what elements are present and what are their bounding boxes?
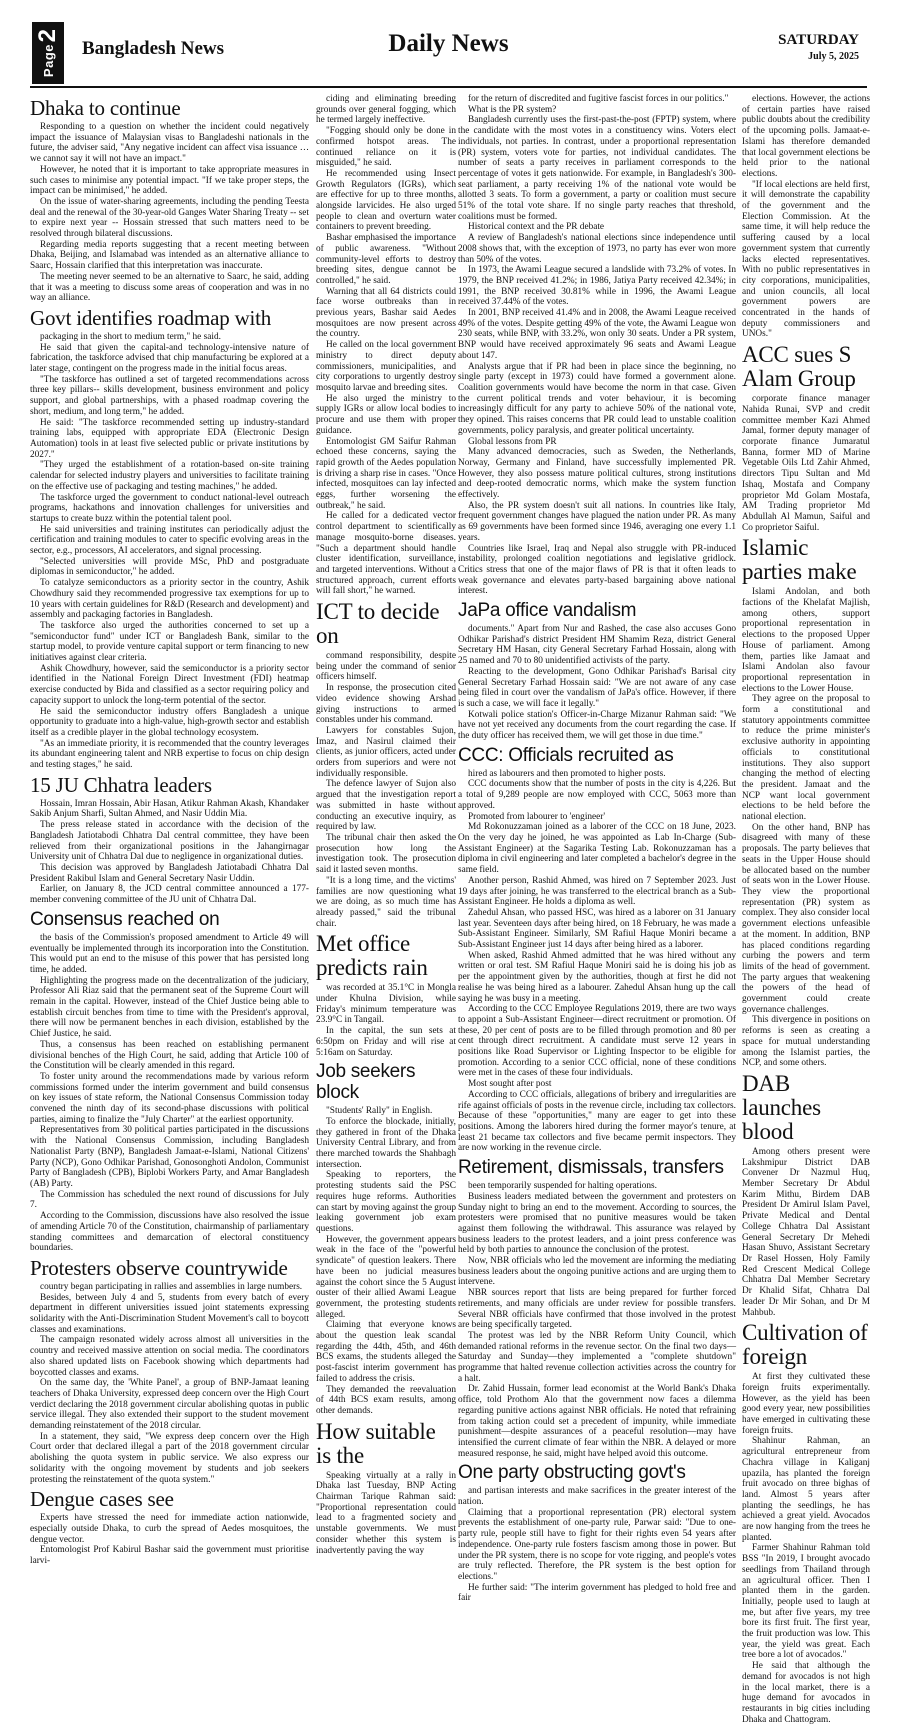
- article-paragraph: "They urged the establishment of a rotation-based on-site training calendar for selected industry players and universities to facilitate training on the effective use of packaging and testing machines," he added.: [30, 460, 309, 492]
- article-paragraph: On the issue of water-sharing agreements, including the pending Teesta deal and the renewal of the 30-year-old Ganges Water Sharing Treaty -- set to expire next year -- Hossain stressed that such matters need to be resolved through bilateral discussions.: [30, 196, 309, 240]
- article-paragraph: Hossain, Imran Hossain, Abir Hasan, Atikur Rahman Akash, Khandaker Sakib Anjum Sharfi, Sultan Ahmed, and Nasir Uddin Mia.: [30, 798, 309, 820]
- headline: Govt identifies roadmap with: [30, 305, 272, 330]
- article-paragraph: The campaign resonated widely across almost all universities in the country and received massive attention on social media. The coordinators also shared updated lists on Facebook showing which departments had boycotted classes and exams.: [30, 1335, 309, 1378]
- article-paragraph: The meeting never seemed to be an alternative to Saarc, he said, adding that it was a meeting to discuss some areas of cooperation and was in no way an alliance.: [30, 271, 309, 304]
- article-paragraph: He called on the local government ministry to direct deputy commissioners, municipalities, and city corporations to urgently destroy mosquito larvae and breeding sites.: [316, 340, 456, 393]
- headline: Consensus reached on: [30, 908, 220, 930]
- article-paragraph: Also, the PR system doesn't suit all nations. In countries like Italy, frequent government changes have plagued the nation under PR. As many as 69 governments have been formed since 1946, averaging one every 1.1 years.: [458, 500, 736, 543]
- column-4: [742, 94, 870, 1725]
- article-paragraph: Business leaders mediated between the government and protesters on Sunday night to bring an end to the movement. According to sources, the protesters were promised that no punitive measures would be taken against them following the withdrawal. This assurance was relayed by business leaders to the protest leaders, and a joint press conference was held by both parties to announce the conclusion of the protest.: [458, 1191, 736, 1256]
- article-paragraph: for the return of discredited and fugitive fascist forces in our politics.": [468, 94, 729, 104]
- column-2: [316, 94, 456, 1556]
- article-paragraph: Now, NBR officials who led the movement are informing the mediating business leaders about the ongoing punitive actions and are urging them to intervene.: [458, 1256, 736, 1288]
- article-paragraph: Speaking to reporters, the protesting students said the PSC requires huge reforms. Authorities can start by moving against the group leaking government job exam questions.: [316, 1170, 456, 1234]
- article-paragraph: country began participating in rallies and assemblies in large numbers.: [40, 1281, 303, 1292]
- article-paragraph: To foster unity around the recommendations made by various reform commissions formed under the interim government and build consensus on key issues of state reform, the National Consensus Commission today convened the ninth day of its second-phase discussions with political parties, aiming to finalize the "July Charter" at the earliest opportunity.: [30, 1071, 309, 1125]
- article-paragraph: Many advanced democracies, such as Sweden, the Netherlands, Norway, Germany and Finland, have successfully implemented PR. However, they also possess mature political cultures, strong institutions and deep-rooted democratic norms, which make the system function effectively.: [458, 447, 736, 501]
- article-paragraph: The Commission has scheduled the next round of discussions for July 7.: [30, 1189, 309, 1211]
- article-paragraph: Kotwali police station's Officer-in-Charge Mizanur Rahman said: "We have not yet received any documents from the court regarding the case. If the duty officer has received them, we will get those in due time.": [458, 709, 736, 742]
- article-paragraph: and partisan interests and make sacrifices in the greater interest of the nation.: [458, 1486, 736, 1508]
- headline: ICT to decide on: [316, 599, 440, 649]
- article-paragraph: This decision was approved by Bangladesh Jatiotabadi Chhatra Dal President Rakibul Islam and General Secretary Nasir Uddin.: [30, 863, 309, 884]
- article-paragraph: He further said: "The interim government has pledged to hold free and fair: [458, 1582, 736, 1604]
- article-paragraph: NBR sources report that lists are being prepared for further forced retirements, and many officials are under review for possible transfers. Several NBR officials have confirmed that those involved in the protest are being specifically targeted.: [458, 1288, 736, 1331]
- article-paragraph: Ashik Chowdhury, however, said the semiconductor is a priority sector identified in the National Foreign Direct Investment (FDI) heatmap exercise conducted by Bida and classified as a sector requiring policy and capacity support to unlock the long-term potential of the sector.: [30, 663, 309, 706]
- article-paragraph: The taskforce also urged the authorities concerned to set up a "semiconductor fund" under ICT or Bangladesh Bank, similar to the startup model, to provide venture capital support or term financing to new initiatives against clear criteria.: [30, 620, 309, 664]
- headline: Islamic parties make: [742, 535, 857, 585]
- article-paragraph: Most sought after post: [468, 1079, 552, 1090]
- headline: Job seekers block: [316, 1061, 416, 1104]
- article-paragraph: He said that given the capital-and technology-intensive nature of fabrication, the taskforce advised that chip manufacturing be explored at a later stage, contingent on the progress made in the initial focus areas.: [30, 342, 309, 375]
- article-paragraph: elections. However, the actions of certain parties have raised public doubts about the credibility of the upcoming polls. Jamaat-e-Islami has therefore demanded that local government elections be held prior to the national elections.: [742, 94, 870, 179]
- article-paragraph: ciding and eliminating breeding grounds over general fogging, which he termed largely ineffective.: [316, 94, 456, 126]
- article-paragraph: He said universities and training institutes can periodically adjust the certification and training modules to cater to specific evolving areas in the sector, e.g., processors, AI accelerators, and signal processing.: [30, 524, 309, 557]
- brand-name: Bangladesh News: [82, 38, 224, 59]
- article-paragraph: At first they cultivated these foreign fruits experimentally. However, as the yield has been good every year, new possibilities have emerged in cultivating these foreign fruits.: [742, 1372, 870, 1436]
- article-paragraph: The defence lawyer of Sujon also argued that the investigation report was submitted in haste without conducting an executive inquiry, as required by law.: [316, 779, 456, 833]
- article-paragraph: A review of Bangladesh's national elections since independence until 2008 shows that, with the exception of 1973, no party has ever won more than 50% of the votes.: [458, 233, 736, 265]
- article-paragraph: Representatives from 30 political parties participated in the discussions with the National Consensus Commission, including Bangladesh Nationalist Party (BNP), Bangladesh Jamaat-e-Islami, National Citizens' Party (NCP), Gono Odhikar Parishad, Gonosonghoti Andolon, Communist Party of Bangladesh (CPB), Biplobi Workers Party, and Amar Bangladesh (AB) Party.: [30, 1125, 309, 1189]
- article-paragraph: When asked, Rashid Ahmed admitted that he was hired without any written or oral test. SM Rafiul Haque Moniri said he is doing his job as per the appointment given by the authorities, though at first he did not realise he was being hired as a labourer. Zahedul Ahsan hung up the call saying he was busy in a meeting.: [458, 950, 736, 1004]
- dateline: [778, 32, 859, 62]
- article-paragraph: The tribunal chair then asked the prosecution how long the investigation took. The prosecution said it lasted seven months.: [316, 833, 456, 876]
- article-paragraph: To catalyze semiconductors as a priority sector in the country, Ashik Chowdhury said they recommended progressive tax exemptions for up to 10 years with certain guidelines for R&D (Research and development) and assembly and packaging factories in Bangladesh.: [30, 578, 309, 621]
- article-paragraph: He said that although the demand for avocados is not high in the local market, there is a huge demand for avocados in restaurants in big cities including Dhaka and Chattogram.: [742, 1661, 870, 1725]
- article-paragraph: Historical context and the PR debate: [468, 222, 605, 233]
- article-paragraph: They demanded the reevaluation of 44th BCS exam results, among other demands.: [316, 1384, 456, 1416]
- article-paragraph: In response, the prosecution cited video evidence showing Arshad giving instructions to armed constables under his command.: [316, 683, 456, 726]
- section-title: Daily News: [388, 30, 509, 57]
- article-paragraph: Warning that all 64 districts could face worse outbreaks than in previous years, Bashar said Aedes mosquitoes are now present across the country.: [316, 286, 456, 340]
- masthead: [0, 0, 897, 92]
- article-paragraph: He called for a dedicated vector control department to scientifically manage mosquito-borne diseases. "Such a department should handle cluster identification, surveillance, and targeted interventions. Without a structured approach, current efforts will fall short," he warned.: [316, 511, 456, 597]
- article-paragraph: Dr. Zahid Hussain, former lead economist at the World Bank's Dhaka office, told Prothom Alo that the government now faces a dilemma regarding punitive actions against NBR officials. He noted that refraining from taking action could set a precedent of impunity, while immediate punishment—despite assurances of a peaceful resolution—may have intensified the current climate of fear within the NBR. A delayed or more measured response, he said, might have helped avoid this outcome.: [458, 1384, 736, 1459]
- article-paragraph: Islami Andolan, and both factions of the Khelafat Majlish, among others, support proportional representation in elections to the proposed Upper House of parliament. Among them, parties like Jamaat and Islami Andolan also favour proportional representation in elections to the Lower House.: [742, 587, 870, 694]
- article-paragraph: Global lessons from PR: [468, 436, 557, 447]
- article-paragraph: documents." Apart from Nur and Rashed, the case also accuses Gono Odhikar Parishad's district President HM Shamim Reza, district General Secretary HM Hasan, city General Secretary Farhad Hossain, along with 25 named and 70 to 80 unidentified activists of the party.: [458, 624, 736, 667]
- article-paragraph: Entomologist Prof Kabirul Bashar said the government must prioritise larvi-: [30, 1545, 309, 1567]
- article-paragraph: Another person, Rashid Ahmed, was hired on 7 September 2023. Just 19 days after joining, he was transferred to the electrical branch as a Sub-Assistant Engineer. He holds a diploma as well.: [458, 875, 736, 908]
- article-paragraph: Lawyers for constables Sujon, Imaz, and Nasirul claimed their clients, as junior officers, acted under orders from superiors and were not individually responsible.: [316, 725, 456, 779]
- headline: JaPa office vandalism: [458, 600, 637, 622]
- article-paragraph: This divergence in positions on reforms is seen as creating a space for mutual understanding among the Islamist parties, the NCP, and some others.: [742, 1015, 870, 1069]
- article-paragraph: been temporarily suspended for halting operations.: [468, 1181, 657, 1192]
- article-paragraph: "Students' Rally" in English.: [326, 1106, 433, 1117]
- article-paragraph: "It is a long time, and the victims' families are now questioning what we are doing, as so much time has already passed," said the tribunal chair.: [316, 875, 456, 929]
- article-paragraph: Speaking virtually at a rally in Dhaka last Tuesday, BNP Acting Chairman Tarique Rahman said: "Proportional representation could lead to a fragmented society and unstable governments. We must consider whether this system is inadvertently paving the way: [316, 1470, 456, 1556]
- article-paragraph: Regarding media reports suggesting that a recent meeting between Dhaka, Beijing, and Islamabad was intended as an alternative alliance to Saarc, Hossain clarified that this interpretation was inaccurate.: [30, 239, 309, 272]
- headline: CCC: Officials recruited as: [458, 744, 674, 766]
- column-1: [30, 94, 309, 1567]
- headline: Met office predicts rain: [316, 931, 428, 981]
- article-paragraph: Earlier, on January 8, the JCD central committee announced a 177-member convening committee of the JU unit of Chhatra Dal.: [30, 884, 309, 906]
- headline: One party obstructing govt's: [458, 1462, 686, 1484]
- article-paragraph: However, the government appears weak in the face of the "powerful syndicate" of question leakers. There have been no judicial measures against the cohort since the 5 August ouster of their allied Awami League government, the protesting students alleged.: [316, 1234, 456, 1320]
- article-paragraph: In the capital, the sun sets at 6:50pm on Friday and will rise at 5:16am on Saturday.: [316, 1026, 456, 1058]
- headline: 15 JU Chhatra leaders: [30, 772, 212, 797]
- article-paragraph: Thus, a consensus has been reached on establishing permanent divisional benches of the High Court, he said, adding that Article 100 of the Constitution will be clearly amended in this regard.: [30, 1039, 309, 1072]
- article-paragraph: Claiming that a proportional representation (PR) electoral system prevents the establishment of one-party rule, Parwar said: "Due to one-party rule, people still have to fight for their rights even 54 years after independence. One-party rule fosters fascism among those in power. But under the PR system, there is no scope for vote rigging, and people's votes are truly reflected. Therefore, the PR system is the best option for elections.": [458, 1507, 736, 1582]
- article-paragraph: The protest was led by the NBR Reform Unity Council, which demanded rational reforms in the revenue sector. On the final two days—Saturday and Sunday—they implemented a "complete shutdown" programme that halted revenue collection activities across the country for a halt.: [458, 1330, 736, 1384]
- article-paragraph: hired as labourers and then promoted to higher posts.: [468, 768, 666, 779]
- page-word: Page: [40, 44, 56, 78]
- article-paragraph: Promoted from labourer to 'engineer': [468, 811, 606, 822]
- article-paragraph: Claiming that everyone knows about the question leak scandal regarding the 44th, 45th, and 46th BCS exams, the students alleged the post-fascist interim government has failed to address the crisis.: [316, 1320, 456, 1384]
- dateline-day: SATURDAY: [778, 32, 859, 48]
- article-paragraph: Bashar emphasised the importance of public awareness. "Without community-level efforts to destroy breeding sites, dengue cannot be controlled," he said.: [316, 233, 456, 286]
- article-paragraph: The press release stated in accordance with the decision of the Bangladesh Jatiotabodi Chhatra Dal central committee, they have been relieved from their organizational positions in the Jahangirnagar University unit of Chhatra Dal due to negligence in organizational duties.: [30, 820, 309, 863]
- article-paragraph: the basis of the Commission's proposed amendment to Article 49 will eventually be implemented through its incorporation into the Constitution. This would put an end to the misuse of this power that has persisted long time, he added.: [30, 932, 309, 975]
- masthead-rule: [30, 86, 867, 88]
- article-paragraph: "If local elections are held first, it will demonstrate the capability of the government and the Election Commission. At the same time, it will help reduce the suffering caused by a local government system that currently lacks elected representatives. With no public representatives in city corporations, municipalities, and union councils, all local government powers are concentrated in the hands of deputy commissioners and UNOs.": [742, 179, 870, 340]
- article-paragraph: What is the PR system?: [468, 104, 557, 115]
- article-paragraph: CCC documents show that the number of posts in the city is 4,226. But a total of 9,289 people are now employed with CCC, 5063 more than approved.: [458, 779, 736, 811]
- headline: DAB launches blood: [742, 1070, 821, 1144]
- article-paragraph: In 1973, the Awami League secured a landslide with 73.2% of votes. In 1979, the BNP received 41.2%; in 1986, Jatiya Party received 42.34%; in 1991, the BNP received 30.81% while in 1996, the Awami League received 37.44% of the votes.: [458, 265, 736, 308]
- article-paragraph: "Fogging should only be done in confirmed hotspot areas. The continued reliance on it is misguided," he said.: [316, 126, 456, 169]
- article-paragraph: Experts have stressed the need for immediate action nationwide, especially outside Dhaka, to curb the spread of Aedes mosquitoes, the dengue vector.: [30, 1513, 309, 1545]
- headline: How suitable is the: [316, 1418, 436, 1468]
- article-paragraph: "As an immediate priority, it is recommended that the country leverages its abundant engineering talent and NRB expertise to focus on chip design and testing stages," he said.: [30, 738, 309, 771]
- article-paragraph: On the same day, the 'White Panel', a group of BNP-Jamaat leaning teachers of Dhaka University, expressed deep concern over the High Court verdict declaring the 2018 government circular abolishing quotas in public service illegal. They also extended their support to the student movement demanding reinstatement of the 2018 circular.: [30, 1378, 309, 1432]
- article-paragraph: Md Rokonuzzaman joined as a laborer of the CCC on 18 June, 2023. On the very day he joined, he was appointed as Lab In-Charge (Sub-Assistant Engineer) at the Sagarika Testing Lab. Rokonuzzaman has a diploma in civil engineering and later completed a bachelor's degree in the same field.: [458, 822, 736, 876]
- article-paragraph: Analysts argue that if PR had been in place since the beginning, no single party (except in 1973) could have formed a government alone. Coalition governments would have become the norm in that case. Given the current political trends and voter behaviour, it is becoming increasingly difficult for any party to achieve 50% of the national vote, they opined. This raises concerns that PR could lead to unstable coalition governments, policy paralysis, and greater political uncertainty.: [458, 361, 736, 436]
- article-paragraph: Entomologist GM Saifur Rahman echoed these concerns, saying the rapid growth of the Aedes population is driving a sharp rise in cases. "Once infected, mosquitoes can lay infected eggs, further worsening the outbreak," he said.: [316, 436, 456, 511]
- article-paragraph: Among others present were Lakshmipur District DAB Convener Dr Nazmul Huq, Member Secretary Dr Abdul Karim Mithu, Birdem DAB President Dr Amirul Islam Pavel, Private Medical and Dental College Chhatra Dal Assistant General Secretary Dr Mehedi Hasan Shuvo, Assistant Secretary Dr Rasel Hossen, Holy Family Red Crescent Medical College Chhatra Dal Member Secretary Dr Khalid Sifat, Chhatra Dal leader Dr Mir Sohan, and Dr M Mahbub.: [742, 1146, 870, 1318]
- headline: Dengue cases see: [30, 1487, 174, 1512]
- column-3: [458, 94, 736, 1604]
- article-paragraph: According to CCC officials, allegations of bribery and irregularities are rife against officials of posts in the revenue circle, including tax collectors. Because of these "opportunities," many are eager to get into these positions. Among the laborers hired during the former mayor's tenure, at least 21 became tax collectors and five became permit inspectors. They are now working in the revenue circle.: [458, 1089, 736, 1154]
- article-paragraph: Countries like Israel, Iraq and Nepal also struggle with PR-induced instability, prolonged coalition negotiations and legislative gridlock. Critics stress that one of the major flaws of PR is that it often leads to weak governance and elevates party-based bargaining above national interest.: [458, 543, 736, 597]
- article-paragraph: In 2001, BNP received 41.4% and in 2008, the Awami League received 49% of the votes. Despite getting 49% of the vote, the Awami League won 230 seats, while BNP, with 33.2%, won only 30 seats. Under a PR system, BNP would have received approximately 96 seats and Awami League about 147.: [458, 308, 736, 361]
- page-number: 2: [34, 28, 61, 43]
- article-paragraph: On the other hand, BNP has disagreed with many of these proposals. The party believes that seats in the Upper House should be allocated based on the number of seats won in the Lower House. They view the proportional representation (PR) system as complex. They also consider local government elections unfeasible at the moment. In addition, BNP has placed conditions regarding curbing the powers and term limits of the head of government. The party argues that weakening the powers of the head of government could create governance challenges.: [742, 822, 870, 1015]
- article-paragraph: corporate finance manager Nahida Runai, SVP and credit committee member Kazi Ahmed Jamal, former deputy manager of corporate finance Jumaratul Banna, former MD of Marine Vegetable Oils Ltd Zahir Ahmed, directors Tipu Sultan and Md Ishaq, Mostafa and Company proprietor Md Golam Mostafa, AM Trading proprietor Md Abdullah Al Mamun, Saiful and Co proprietor Saiful.: [742, 394, 870, 533]
- article-paragraph: Farmer Shahinur Rahman told BSS "In 2019, I brought avocado seedlings from Thailand through an agricultural officer. Then I planted them in the garden. Initially, people used to laugh at me, but after five years, my tree bore its first fruit. The first year, the fruit production was low. This year, the yield was great. Each tree bore a lot of avocados.": [742, 1543, 870, 1661]
- article-paragraph: Shahinur Rahman, an agricultural entrepreneur from Chachra village in Kaliganj upazila, has planted the foreign fruit avocado on three bighas of land. Almost 5 years after planting the seedlings, he has achieved a great yield. Avocados are now hanging from the trees he planted.: [742, 1436, 870, 1543]
- article-paragraph: command responsibility, despite being under the command of senior officers himself.: [316, 651, 456, 683]
- headline: ACC sues S Alam Group: [742, 342, 856, 392]
- article-paragraph: According to the CCC Employee Regulations 2019, there are two ways to appoint a Sub-Assistant Engineer—direct recruitment or promotion. Of these, 20 per cent of posts are to be filled through promotion and 80 per cent through direct recruitment. A candidate must serve 12 years in positions like Road Supervisor or Lighting Inspector to be eligible for promotion. According to a senior CCC official, none of these conditions were met in the cases of these four individuals.: [458, 1004, 736, 1079]
- article-paragraph: However, he noted that it is important to take appropriate measures in such cases to minimise any potential impact. "If we take proper steps, the impact can be minimised," he added.: [30, 164, 309, 197]
- article-paragraph: "Selected universities will provide MSc, PhD and postgraduate diplomas in semiconductor," he added.: [30, 556, 309, 578]
- headline: Retirement, dismissals, transfers: [458, 1157, 724, 1179]
- article-paragraph: They agree on the proposal to form a constitutional and statutory appointments committee to reduce the prime minister's exclusive authority in appointing officials to constitutional institutions. They also support changing the method of electing the president. Jamaat and the NCP want local government elections to be held before the national election.: [742, 694, 870, 823]
- article-paragraph: According to the Commission, discussions have also resolved the issue of amending Article 70 of the Constitution, chairmanship of parliamentary standing committees and demarcation of electoral constituency boundaries.: [30, 1211, 309, 1254]
- headline: Dhaka to continue: [30, 96, 181, 120]
- article-paragraph: The taskforce urged the government to conduct national-level outreach programs, hackathons and innovation challenges for universities and startups to create buzz within the potential talent pool.: [30, 492, 309, 524]
- article-paragraph: packaging in the short to medium term," he said.: [40, 331, 221, 342]
- article-paragraph: was recorded at 35.1°C in Mongla under Khulna Division, while Friday's minimum temperature was 23.9°C in Tangail.: [316, 983, 456, 1026]
- article-paragraph: Reacting to the development, Gono Odhikar Parishad's Barisal city General Secretary Farhad Hossain said: "We are not aware of any case being filed in court over the vandalism of JaPa's office. However, if there is such a case, we will face it legally.": [458, 666, 736, 709]
- article-paragraph: Besides, between July 4 and 5, students from every batch of every department in different universities issued joint statements expressing solidarity with the Anti-Discrimination Student Movement's call to boycott classes and examinations.: [30, 1292, 309, 1335]
- article-paragraph: He also urged the ministry to supply IGRs or allow local bodies to procure and use them with proper guidance.: [316, 393, 456, 436]
- dateline-date: July 5, 2025: [808, 51, 859, 62]
- article-paragraph: He said the semiconductor industry offers Bangladesh a unique opportunity to graduate into a high-value, high-growth sector and establish itself as a credible player in the global technology ecosystem.: [30, 706, 309, 738]
- article-paragraph: He said: "The taskforce recommended setting up industry-standard training labs, equipped with appropriate EDA (Electronic Design Automation) tools in at least five selected public or private institutions by 2027.": [30, 417, 309, 460]
- headline: Cultivation of foreign: [742, 1320, 868, 1370]
- article-paragraph: To enforce the blockade, initially, they gathered in front of the Dhaka University Central Library, and from there marched towards the Shahbagh intersection.: [316, 1116, 456, 1170]
- article-paragraph: Zahedul Ahsan, who passed HSC, was hired as a laborer on 31 January last year. Seventeen days after being hired, on 18 February, he was made a Sub-Assistant Engineer. Similarly, SM Rafiul Haque Moniri became a Sub-Assistant Engineer just 14 days after being hired as a laborer.: [458, 907, 736, 951]
- article-paragraph: Highlighting the progress made on the decentralization of the judiciary, Professor Ali Riaz said that the permanent seat of the Supreme Court will remain in the capital. However, instead of the Chief Justice being able to establish circuit benches from time to time with the President's approval, there will now be permanent benches in each division, established by the Chief Justice, he said.: [30, 975, 309, 1040]
- article-paragraph: He recommended using Insect Growth Regulators (IGRs), which are effective for up to three months, alongside larvicides. He also urged people to clean and overturn water containers to prevent breeding.: [316, 168, 456, 233]
- article-paragraph: Bangladesh currently uses the first-past-the-post (FPTP) system, where the candidate with the most votes in a constituency wins. Voters elect individuals, not parties. In contrast, under a proportional representation (PR) system, voters vote for parties, not individual candidates. The number of seats a party receives in parliament corresponds to the percentage of votes it gets nationwide. For example, in Bangladesh's 300-seat parliament, a party receiving 1% of the national vote would be allotted 3 seats. To form a government, a party or coalition must secure 51% of the total vote share. If no single party reaches that threshold, coalitions must be formed.: [458, 115, 736, 222]
- article-paragraph: "The taskforce has outlined a set of targeted recommendations across three key pillars-- skills development, business environment and policy support, and global partnerships, with a phased roadmap covering the short, medium, and long term," he added.: [30, 374, 309, 417]
- headline: Protesters observe countrywide: [30, 1255, 288, 1280]
- article-paragraph: In a statement, they said, "We express deep concern over the High Court order that declared illegal a part of the 2018 government circular abolishing the quota system in public service. We also express our solidarity with the ongoing movement by students and job seekers protesting the reinstatement of the quota system.": [30, 1431, 309, 1485]
- article-paragraph: Responding to a question on whether the incident could negatively impact the issuance of Malaysian visas to Bangladeshi nationals in the future, the adviser said, "Any negative incident can affect visa issuance … we cannot say it will not have an impact.": [30, 122, 309, 165]
